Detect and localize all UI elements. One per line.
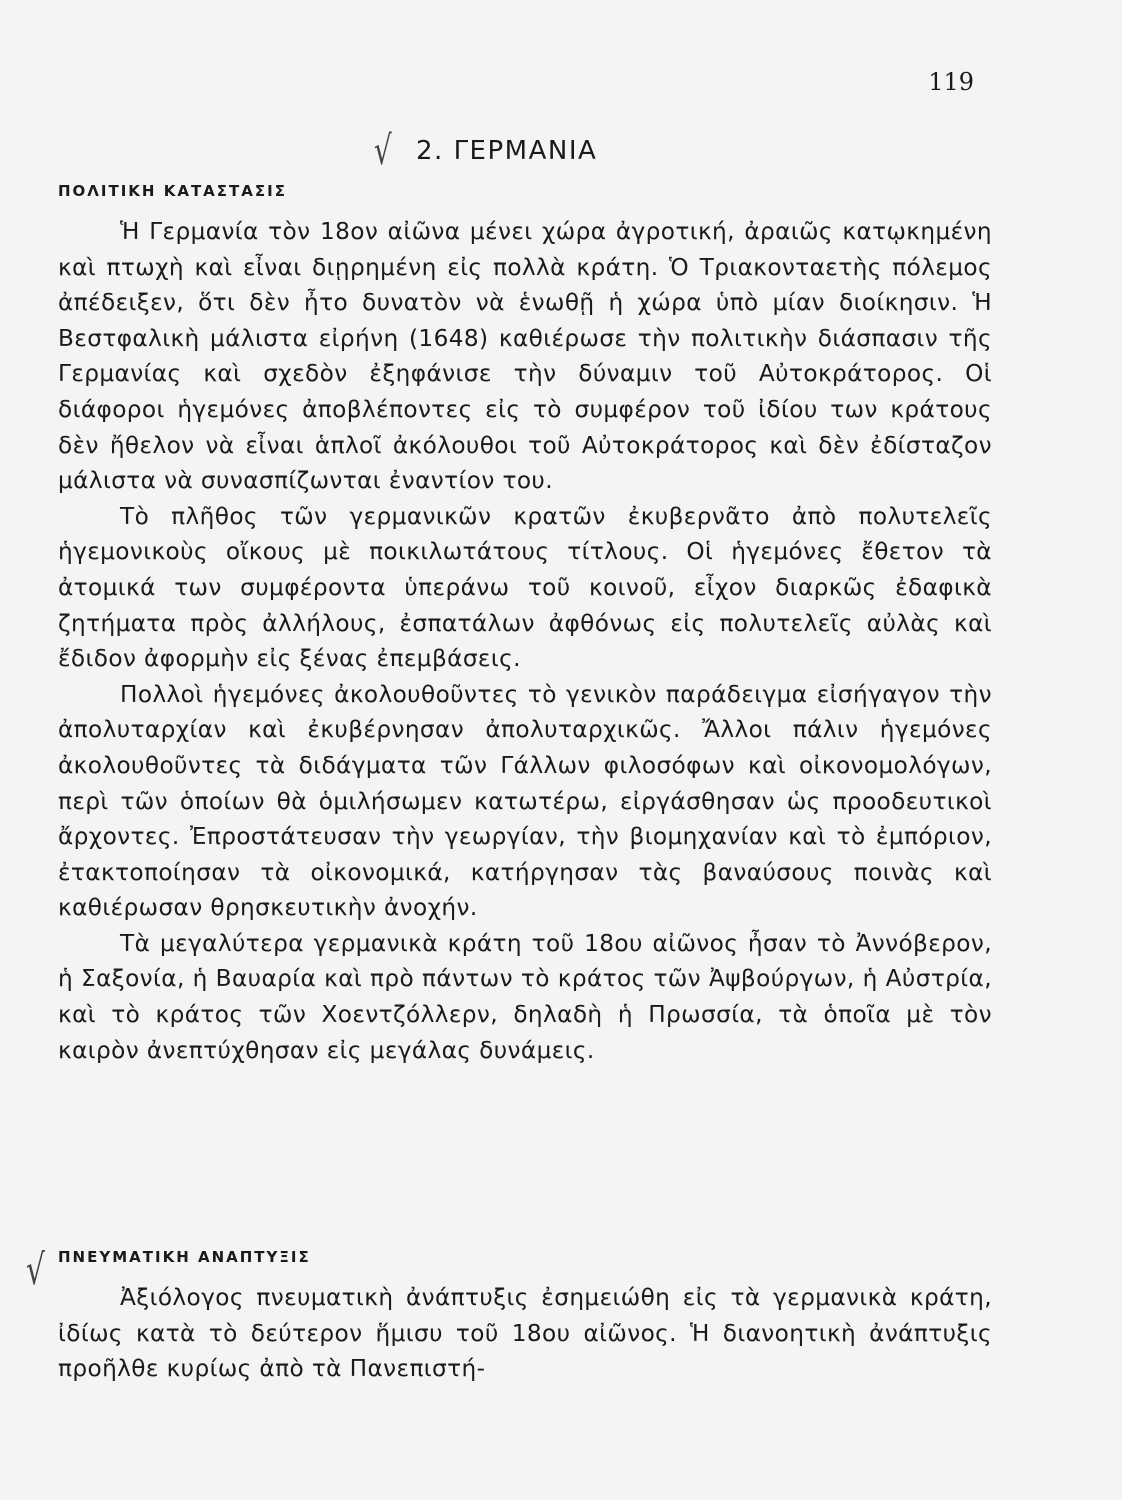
paragraph: Ἀξιόλογος πνευματικὴ ἀνάπτυξις ἐσημειώθη εἰς τὰ γερμανικὰ κράτη, ἰδίως κατὰ τὸ δεύτερον ἥμισυ τοῦ 18ου αἰῶνος. Ἡ διανοητικὴ ἀνάπτυξις προῆλθε κυρίως ἀπὸ τὰ Πανεπιστή- bbox=[58, 1284, 992, 1383]
margin-check-mark-icon: √ bbox=[26, 1245, 45, 1294]
page-number: 119 bbox=[928, 68, 974, 96]
margin-check-mark-icon: √ bbox=[373, 128, 392, 174]
paragraph: Ἡ Γερμανία τὸν 18ον αἰῶνα μένει χώρα ἀγροτική, ἀραιῶς κατῳκημένη καὶ πτωχὴ καὶ εἶναι διῃρημένη εἰς πολλὰ κράτη. Ὁ Τριακονταετὴς πόλεμος ἀπέδειξεν, ὅτι δὲν ἦτο δυνατὸν νὰ ἑνωθῇ ἡ χώρα ὑπὸ μίαν διοίκησιν. Ἡ Βεστφαλικὴ μάλιστα εἰρήνη (1648) καθιέρωσε τὴν πολιτικὴν διάσπασιν τῆς Γερμανίας καὶ σχεδὸν ἐξηφάνισε τὴν δύναμιν τοῦ Αὐτοκράτορος. Οἱ διάφοροι ἡγεμόνες ἀποβλέποντες εἰς τὸ συμφέρον τοῦ ἰδίου των κράτους δὲν ἤθελον νὰ εἶναι ἁπλοῖ ἀκόλουθοι τοῦ Αὐτοκράτορος καὶ δὲν ἐδίσταζον μάλιστα νὰ συνασπίζωνται ἐναντίον του. bbox=[58, 218, 992, 495]
chapter-title: 2. ΓΕΡΜΑΝΙΑ bbox=[416, 136, 598, 166]
paragraph: Τὰ μεγαλύτερα γερμανικὰ κράτη τοῦ 18ου αἰῶνος ἦσαν τὸ Ἀννόβερον, ἡ Σαξονία, ἡ Βαυαρία καὶ πρὸ πάντων τὸ κράτος τῶν Ἀψβούργων, ἡ Αὐστρία, καὶ τὸ κράτος τῶν Χοεντζόλλερν, δηλαδὴ ἡ Πρωσσία, τὰ ὁποῖα μὲ τὸν καιρὸν ἀνεπτύχθησαν εἰς μεγάλας δυνάμεις. bbox=[58, 929, 992, 1064]
section-body-intellectual bbox=[58, 1280, 992, 1387]
paragraph: Τὸ πλῆθος τῶν γερμανικῶν κρατῶν ἐκυβερνᾶτο ἀπὸ πολυτελεῖς ἡγεμονικοὺς οἴκους μὲ ποικιλωτάτους τίτλους. Οἱ ἡγεμόνες ἔθετον τὰ ἀτομικά των συμφέροντα ὑπεράνω τοῦ κοινοῦ, εἶχον διαρκῶς ἐδαφικὰ ζητήματα πρὸς ἀλλήλους, ἐσπατάλων ἀφθόνως εἰς πολυτελεῖς αὐλὰς καὶ ἔδιδον ἀφορμὴν εἰς ξένας ἐπεμβάσεις. bbox=[58, 502, 992, 673]
section-heading-intellectual: ΠΝΕΥΜΑΤΙΚΗ ΑΝΑΠΤΥΞΙΣ bbox=[58, 1248, 311, 1266]
paragraph: Πολλοὶ ἡγεμόνες ἀκολουθοῦντες τὸ γενικὸν παράδειγμα εἰσήγαγον τὴν ἀπολυταρχίαν καὶ ἐκυβέρνησαν ἀπολυταρχικῶς. Ἄλλοι πάλιν ἡγεμόνες ἀκολουθοῦντες τὰ διδάγματα τῶν Γάλλων φιλοσόφων καὶ οἰκονομολόγων, περὶ τῶν ὁποίων θὰ ὁμιλήσωμεν κατωτέρω, εἰργάσθησαν ὡς προοδευτικοὶ ἄρχοντες. Ἐπροστάτευσαν τὴν γεωργίαν, τὴν βιομηχανίαν καὶ τὸ ἐμπόριον, ἐτακτοποίησαν τὰ οἰκονομικά, κατήργησαν τὰς βαναύσους ποινὰς καὶ καθιέρωσαν θρησκευτικὴν ἀνοχήν. bbox=[58, 680, 992, 922]
section-body-political bbox=[58, 214, 992, 1068]
section-heading-political: ΠΟΛΙΤΙΚΗ ΚΑΤΑΣΤΑΣΙΣ bbox=[58, 182, 287, 200]
